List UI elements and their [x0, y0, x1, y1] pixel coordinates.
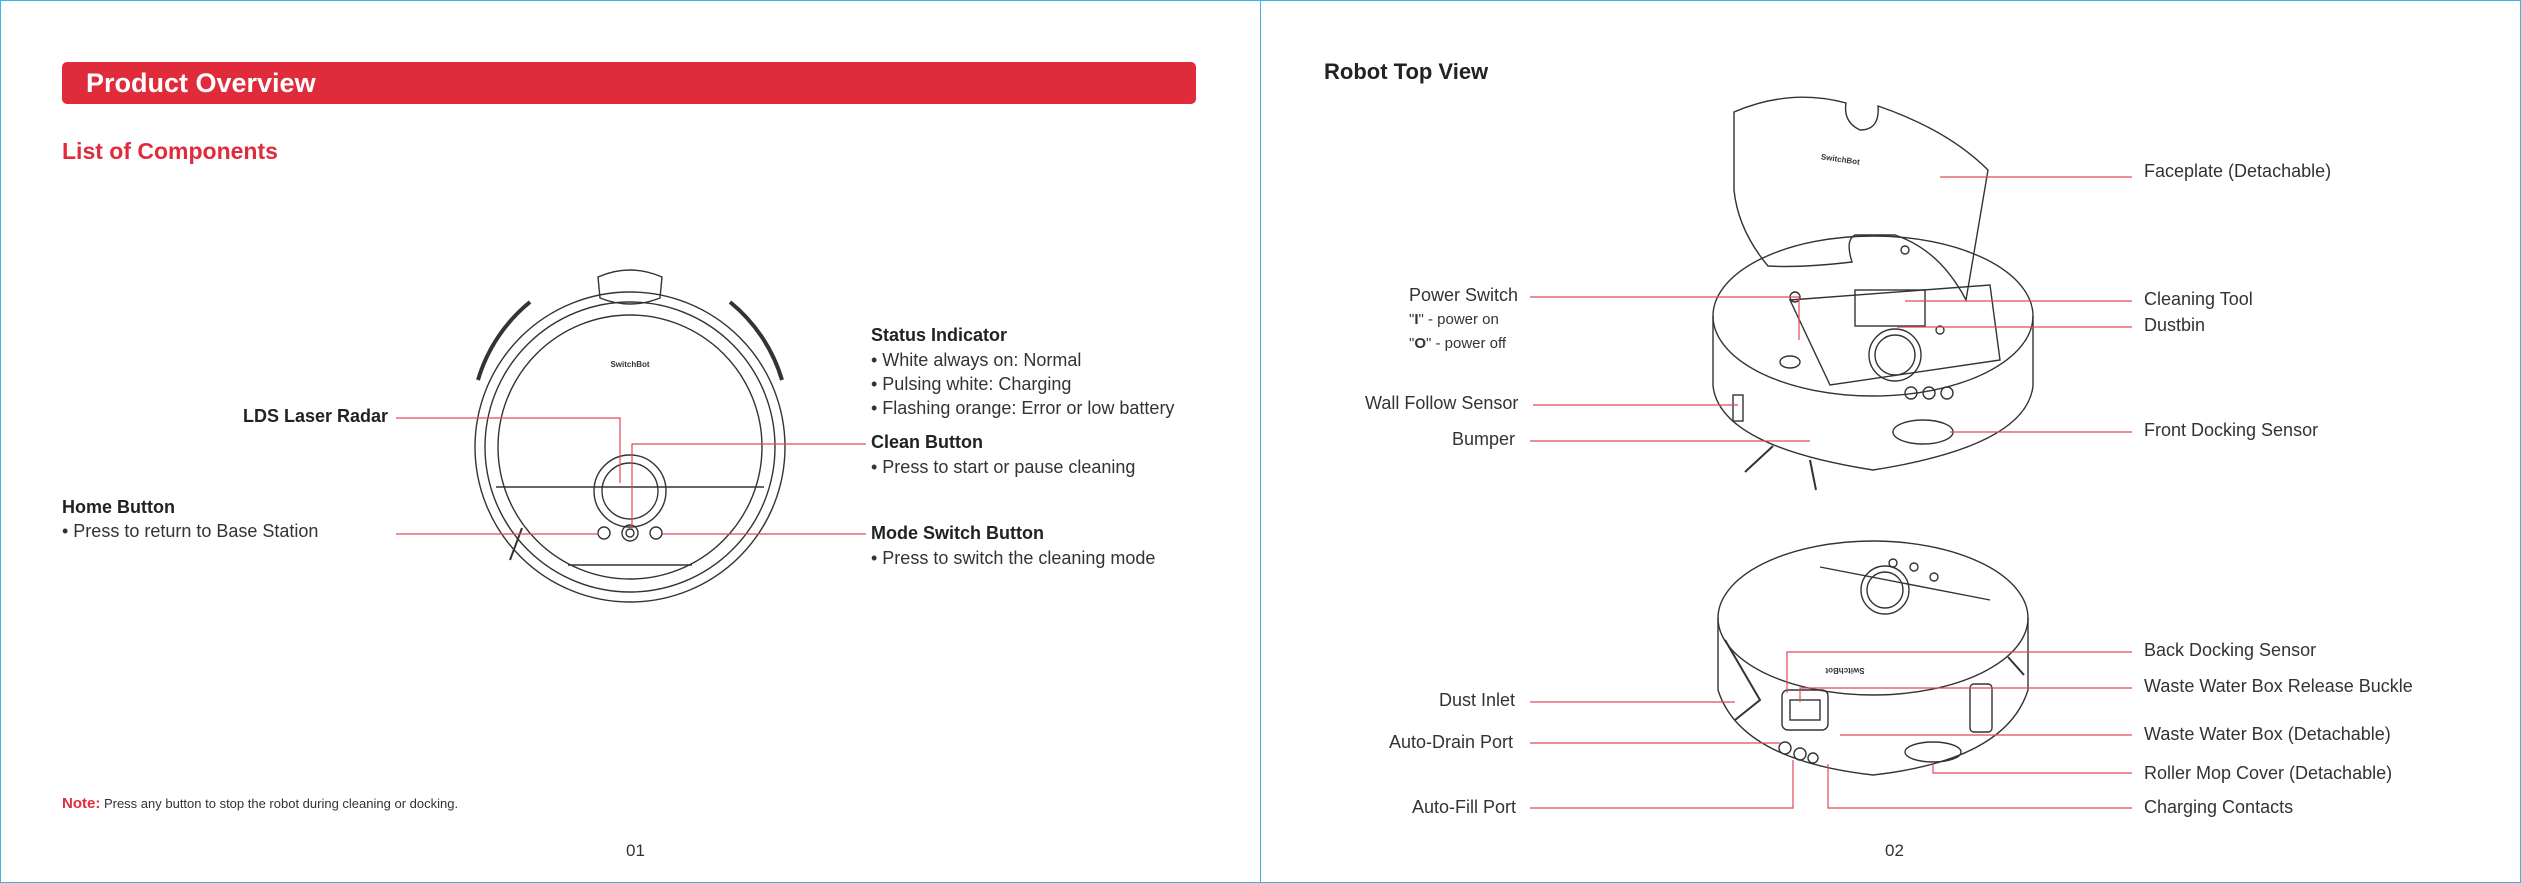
robot-top-view-title: Robot Top View [1324, 59, 1489, 84]
product-overview-banner: Product Overview [62, 62, 1196, 104]
faceplate-logo: SwitchBot [1820, 152, 1861, 167]
robot-rear-illustration [1718, 541, 2028, 775]
power-switch-label: Power Switch [1409, 285, 1519, 305]
lds-laser-radar-label: LDS Laser Radar [243, 406, 389, 426]
auto-fill-port-label: Auto-Fill Port [1412, 797, 1517, 817]
power-on-quote: " [1409, 311, 1415, 328]
dust-inlet-label: Dust Inlet [1439, 690, 1516, 710]
auto-drain-port-label: Auto-Drain Port [1389, 732, 1514, 752]
note-label: Note: [62, 795, 101, 812]
leader-lines-right [1530, 177, 2132, 808]
power-off-symbol: O [1414, 335, 1426, 352]
home-button-title: Home Button [62, 497, 175, 517]
status-indicator-item: • Pulsing white: Charging [871, 374, 1072, 394]
charging-contacts-label: Charging Contacts [2144, 797, 2294, 817]
rear-robot-logo: SwitchBot [1825, 666, 1865, 675]
roller-mop-cover-label: Roller Mop Cover (Detachable) [2144, 763, 2393, 783]
robot-top-illustration [475, 270, 785, 602]
mode-switch-button-desc: • Press to switch the cleaning mode [871, 548, 1156, 568]
robot-logo: SwitchBot [610, 360, 650, 369]
wall-follow-sensor-label: Wall Follow Sensor [1365, 393, 1519, 413]
faceplate-label: Faceplate (Detachable) [2144, 161, 2332, 181]
bumper-label: Bumper [1452, 429, 1516, 449]
cleaning-tool-label: Cleaning Tool [2144, 289, 2253, 309]
page-number-right: 02 [1885, 841, 1904, 860]
status-indicator-item: • Flashing orange: Error or low battery [871, 398, 1175, 418]
back-docking-sensor-label: Back Docking Sensor [2144, 640, 2317, 660]
power-off-quote: " [1409, 335, 1415, 352]
power-on-text: " - power on [1418, 311, 1499, 328]
power-on-symbol: I [1414, 311, 1419, 328]
leader-lines-left [396, 418, 866, 534]
status-indicator-title: Status Indicator [871, 325, 1008, 345]
power-off-text: " - power off [1426, 335, 1507, 352]
waste-water-release-label: Waste Water Box Release Buckle [2144, 676, 2413, 696]
clean-button-title: Clean Button [871, 432, 983, 452]
note-body: Press any button to stop the robot during cleaning or docking. [100, 796, 459, 811]
robot-open-lid-illustration [1713, 97, 2033, 490]
page-number-left: 01 [626, 841, 645, 860]
clean-button-desc: • Press to start or pause cleaning [871, 457, 1136, 477]
list-of-components-heading: List of Components [62, 138, 278, 164]
waste-water-box-label: Waste Water Box (Detachable) [2144, 724, 2391, 744]
home-button-desc: • Press to return to Base Station [62, 521, 319, 541]
front-docking-sensor-label: Front Docking Sensor [2144, 420, 2319, 440]
dustbin-label: Dustbin [2144, 315, 2206, 335]
status-indicator-item: • White always on: Normal [871, 350, 1082, 370]
mode-switch-button-title: Mode Switch Button [871, 523, 1044, 543]
